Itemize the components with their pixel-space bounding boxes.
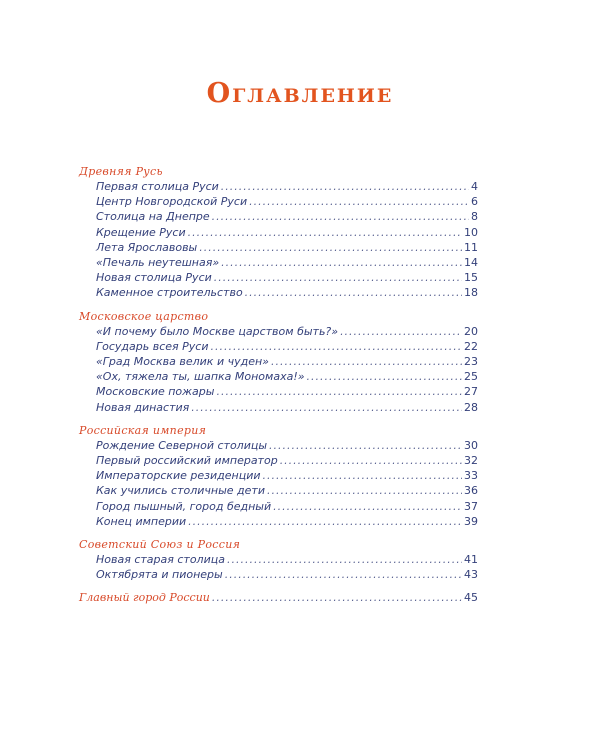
toc-entry[interactable] [79, 400, 478, 415]
toc-entry-label: Октябрята и пионеры [96, 568, 223, 582]
toc-entry[interactable] [79, 552, 478, 567]
toc-entry[interactable] [79, 285, 478, 300]
leader-dots [267, 483, 462, 498]
leader-dots [307, 369, 462, 384]
toc-entry-page: 23 [464, 355, 478, 369]
toc-entry-page: 20 [464, 324, 478, 338]
toc-entry-page: 43 [464, 568, 478, 582]
toc-entry-label: Как учились столичные дети [96, 484, 265, 498]
toc-entry-page: 28 [464, 400, 478, 414]
toc-entry-label: Новая столица Руси [96, 271, 212, 285]
leader-dots [271, 354, 462, 369]
toc-entry[interactable] [79, 567, 478, 582]
leader-dots [263, 468, 462, 483]
toc-entry-page: 25 [464, 370, 478, 384]
toc-entry[interactable] [79, 438, 478, 453]
toc-entry-page: 10 [464, 225, 478, 239]
toc-entry[interactable] [79, 384, 478, 399]
toc-entry-label: Рождение Северной столицы [96, 438, 268, 452]
toc-entry[interactable] [79, 270, 478, 285]
toc-entry[interactable] [79, 324, 478, 339]
section-heading: Московское царство [79, 309, 209, 323]
toc-entry-label: Государь всея Руси [96, 339, 209, 353]
page-title: Оглавление [206, 78, 394, 109]
toc-entry-label: Центр Новгородской Руси [96, 195, 248, 209]
toc-entry-page: 11 [464, 240, 478, 254]
toc-entry[interactable] [79, 369, 478, 384]
leader-dots [221, 255, 462, 270]
toc-entry-main-city[interactable] [79, 590, 478, 605]
toc-entry-label: Каменное строительство [96, 286, 243, 300]
toc-entry-page: 36 [464, 484, 478, 498]
toc-entry[interactable] [79, 339, 478, 354]
toc-entry-label: Новая династия [96, 400, 190, 414]
toc-entry-label: «Ох, тяжела ты, шапка Мономаха!» [96, 370, 305, 384]
toc-entry-page: 33 [464, 469, 478, 483]
leader-dots [225, 567, 462, 582]
toc-entry[interactable] [79, 483, 478, 498]
toc-entry-page: 6 [471, 195, 478, 209]
toc-entry-label: Императорские резиденции [96, 469, 261, 483]
toc-entry[interactable] [79, 499, 478, 514]
leader-dots [273, 499, 462, 514]
toc-entry-page: 8 [471, 210, 478, 224]
toc-entry-label: Конец империи [96, 514, 187, 528]
toc-entry-page: 41 [464, 553, 478, 567]
leader-dots [210, 339, 462, 354]
toc-entry-label: Первый российский император [96, 454, 278, 468]
leader-dots [212, 590, 462, 605]
toc-entry[interactable] [79, 240, 478, 255]
leader-dots [199, 240, 462, 255]
toc-entry[interactable] [79, 514, 478, 529]
leader-dots [216, 384, 462, 399]
toc-entry-page: 45 [464, 591, 478, 605]
toc-entry-page: 4 [471, 180, 478, 193]
section-heading: Российская империя [79, 423, 207, 437]
section-heading: Советский Союз и Россия [79, 538, 241, 552]
leader-dots [221, 179, 469, 194]
toc-entry[interactable] [79, 453, 478, 468]
toc-entry-page: 27 [464, 385, 478, 399]
leader-dots [280, 453, 462, 468]
toc-entry-label: Московские пожары [96, 385, 215, 399]
leader-dots [249, 194, 469, 209]
toc-entry[interactable] [79, 468, 478, 483]
toc-entry-page: 14 [464, 256, 478, 270]
toc-entry-label: Главный город России [79, 591, 210, 605]
toc-entry-label: «Печаль неутешная» [96, 256, 220, 270]
toc-entry-page: 39 [464, 514, 478, 528]
toc-entry[interactable] [79, 179, 478, 194]
leader-dots [188, 225, 462, 240]
leader-dots [191, 400, 462, 415]
section-heading: Древняя Русь [79, 165, 163, 178]
toc-entry-label: Лета Ярославовы [96, 240, 198, 254]
toc-entry-label: Крещение Руси [96, 225, 186, 239]
toc-entry-label: Город пышный, город бедный [96, 499, 272, 513]
toc-entry-label: Столица на Днепре [96, 210, 210, 224]
leader-dots [214, 270, 462, 285]
leader-dots [227, 552, 462, 567]
toc-entry[interactable] [79, 354, 478, 369]
toc-entry[interactable] [79, 255, 478, 270]
toc-entry-label: «Град Москва велик и чуден» [96, 355, 269, 369]
toc-entry[interactable] [79, 209, 478, 224]
toc-entry-page: 30 [464, 438, 478, 452]
toc-entry-page: 32 [464, 454, 478, 468]
toc-entry[interactable] [79, 194, 478, 209]
toc-entry-label: Новая старая столица [96, 553, 225, 567]
toc-entry-page: 18 [464, 286, 478, 300]
toc-entry[interactable] [79, 225, 478, 240]
toc-entry-page: 22 [464, 339, 478, 353]
leader-dots [245, 285, 462, 300]
toc-entry-page: 37 [464, 499, 478, 513]
toc-entry-page: 15 [464, 271, 478, 285]
toc-entry-label: «И почему было Москве царством быть?» [96, 324, 339, 338]
leader-dots [269, 438, 462, 453]
table-of-contents [79, 164, 478, 606]
leader-dots [188, 514, 462, 529]
leader-dots [340, 324, 462, 339]
leader-dots [212, 209, 469, 224]
toc-entry-label: Первая столица Руси [96, 180, 219, 193]
